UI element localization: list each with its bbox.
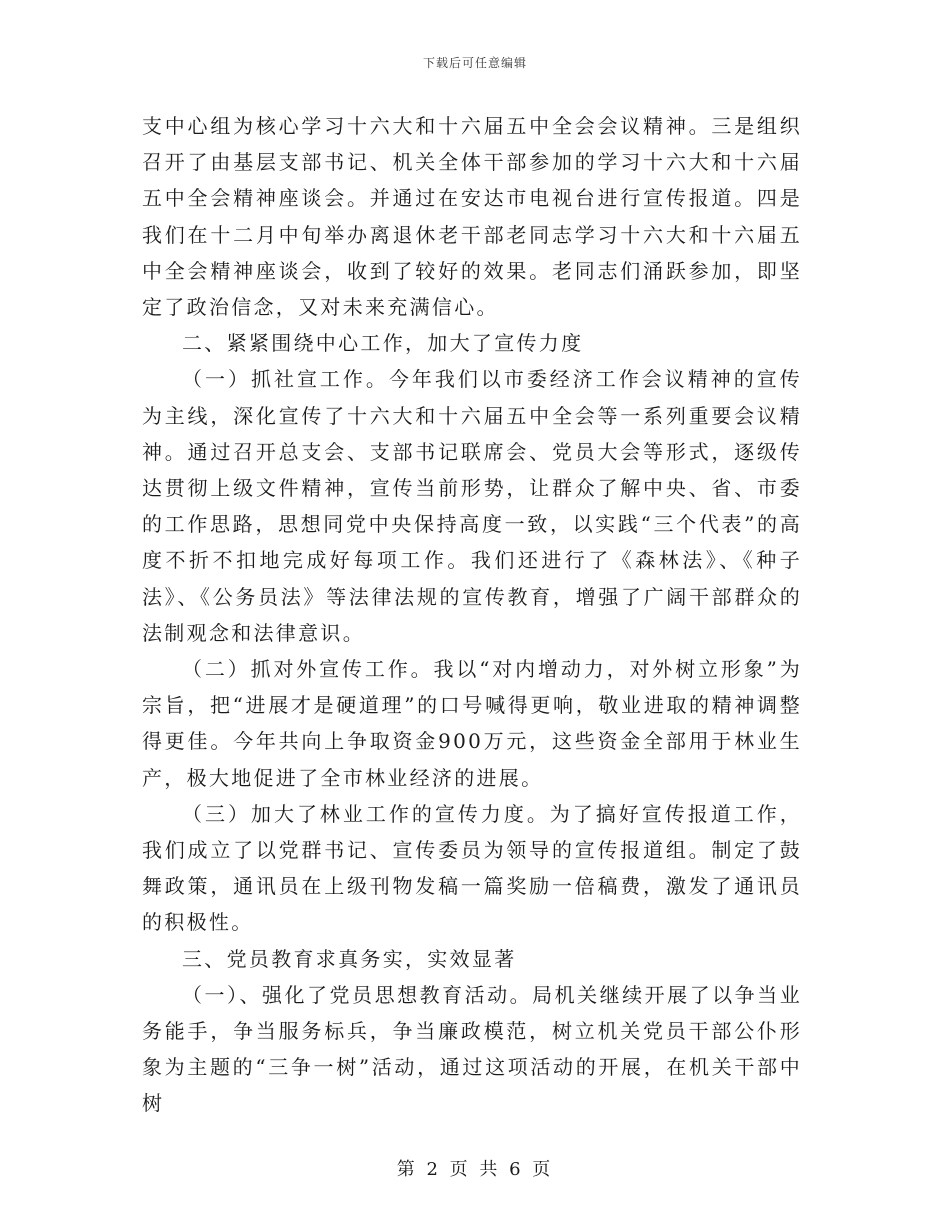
section-heading-2: 二、紧紧围绕中心工作，加大了宣传力度 [182, 331, 584, 356]
page-number-footer: 第 2 页 共 6 页 [396, 1159, 554, 1180]
document-body [142, 108, 802, 1122]
paragraph-3-1: （一）、强化了党员思想教育活动。局机关继续开展了以争当业务能手，争当服务标兵，争当廉政模范，树立机关党员干部公仆形象为主题的“三争一树”活动，通过这项活动的开展，在机关干部中树 [142, 982, 802, 1116]
paragraph-2-3: （三）加大了林业工作的宣传力度。为了搞好宣传报道工作，我们成立了以党群书记、宣传委员为领导的宣传报道组。制定了鼓舞政策，通讯员在上级刊物发稿一篇奖励一倍稿费，激发了通讯员的积极性。 [142, 801, 802, 935]
paragraph-2-1: （一）抓社宣工作。今年我们以市委经济工作会议精神的宣传为主线，深化宣传了十六大和十六届五中全会等一系列重要会议精神。通过召开总支会、支部书记联席会、党员大会等形式，逐级传达贯彻上级文件精神，宣传当前形势，让群众了解中央、省、市委的工作思路，思想同党中央保持高度一致，以实践“三个代表”的高度不折不扣地完成好每项工作。我们还进行了《森林法》、《种子法》、《公务员法》等法律法规的宣传教育，增强了广阔干部群众的法制观念和法律意识。 [142, 367, 802, 645]
paragraph-continuation: 支中心组为核心学习十六大和十六届五中全会会议精神。三是组织召开了由基层支部书记、机关全体干部参加的学习十六大和十六届五中全会精神座谈会。并通过在安达市电视台进行宣传报道。四是我们在十二月中旬举办离退休老干部老同志学习十六大和十六届五中全会精神座谈会，收到了较好的效果。老同志们涌跃参加，即坚定了政治信念，又对未来充满信心。 [142, 114, 802, 320]
paragraph-2-2: （二）抓对外宣传工作。我以“对内增动力，对外树立形象”为宗旨，把“进展才是硬道理”的口号喊得更响，敬业进取的精神调整得更佳。今年共向上争取资金900万元，这些资金全部用于林业生产，极大地促进了全市林业经济的进展。 [142, 657, 802, 790]
page-header: 下载后可任意编辑 [422, 56, 527, 70]
section-heading-3: 三、党员教育求真务实，实效显著 [182, 946, 517, 971]
